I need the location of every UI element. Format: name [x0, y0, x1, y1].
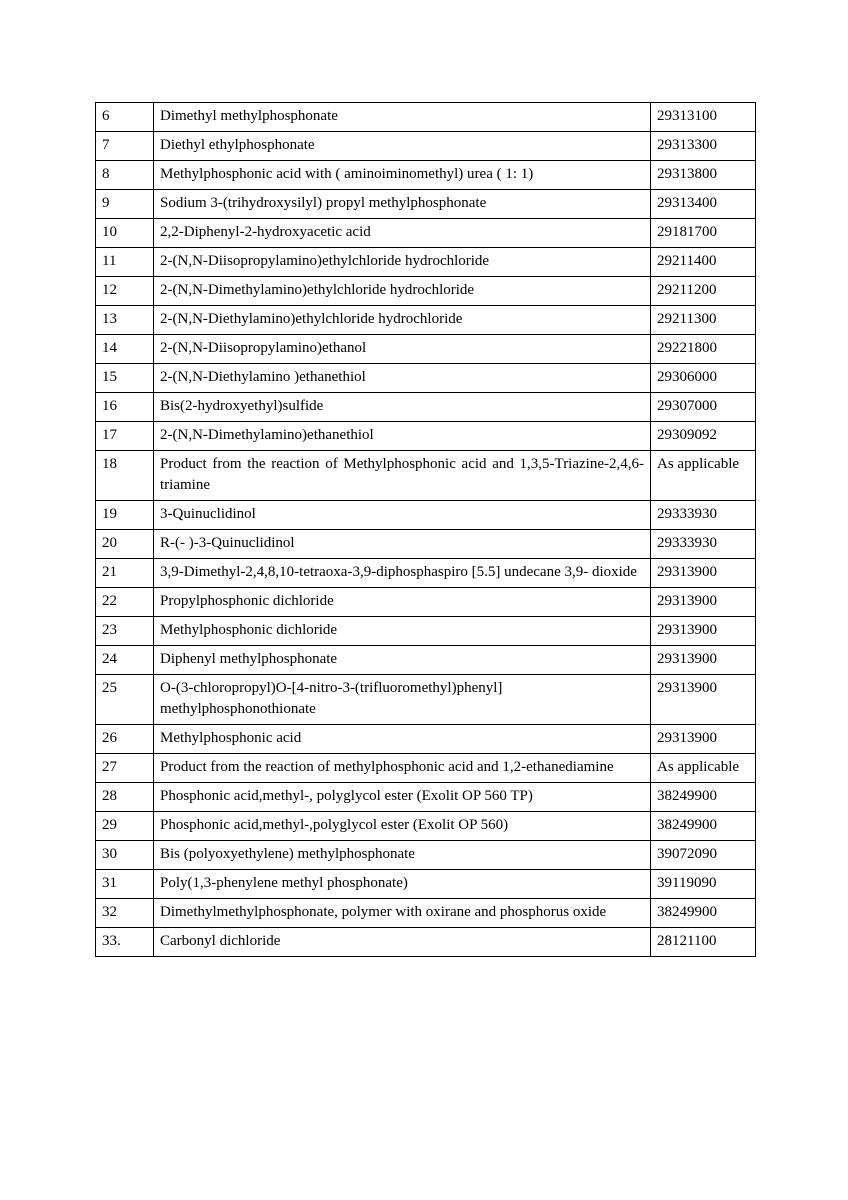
chemical-name-cell: Carbonyl dichloride [154, 928, 651, 957]
chemical-name-cell: O-(3-chloropropyl)O-[4-nitro-3-(trifluoromethyl)phenyl] methylphosphonothionate [154, 675, 651, 725]
tariff-code-cell: As applicable [651, 451, 756, 501]
chemical-name-cell: Phosphonic acid,methyl-,polyglycol ester (Exolit OP 560) [154, 812, 651, 841]
chemical-name-cell: Dimethyl methylphosphonate [154, 103, 651, 132]
table-row [96, 783, 756, 812]
tariff-code-cell: 29313400 [651, 190, 756, 219]
chemical-name-cell: Poly(1,3-phenylene methyl phosphonate) [154, 870, 651, 899]
chemical-name-cell: 2,2-Diphenyl-2-hydroxyacetic acid [154, 219, 651, 248]
tariff-code-cell: 29313900 [651, 588, 756, 617]
table-row [96, 190, 756, 219]
serial-number-cell: 9 [96, 190, 154, 219]
table-row [96, 364, 756, 393]
table-row [96, 103, 756, 132]
serial-number-cell: 11 [96, 248, 154, 277]
table-row [96, 501, 756, 530]
chemical-name-cell: Dimethylmethylphosphonate, polymer with oxirane and phosphorus oxide [154, 899, 651, 928]
chemical-name-cell: Phosphonic acid,methyl-, polyglycol ester (Exolit OP 560 TP) [154, 783, 651, 812]
serial-number-cell: 32 [96, 899, 154, 928]
chemical-name-cell: Bis (polyoxyethylene) methylphosphonate [154, 841, 651, 870]
serial-number-cell: 22 [96, 588, 154, 617]
serial-number-cell: 20 [96, 530, 154, 559]
chemical-name-cell: Methylphosphonic dichloride [154, 617, 651, 646]
serial-number-cell: 8 [96, 161, 154, 190]
serial-number-cell: 13 [96, 306, 154, 335]
serial-number-cell: 27 [96, 754, 154, 783]
tariff-code-cell: As applicable [651, 754, 756, 783]
serial-number-cell: 21 [96, 559, 154, 588]
table-row [96, 928, 756, 957]
table-row [96, 899, 756, 928]
tariff-code-cell: 29333930 [651, 530, 756, 559]
serial-number-cell: 26 [96, 725, 154, 754]
table-row [96, 812, 756, 841]
tariff-code-cell: 29313900 [651, 675, 756, 725]
serial-number-cell: 16 [96, 393, 154, 422]
table-row [96, 588, 756, 617]
serial-number-cell: 7 [96, 132, 154, 161]
table-row [96, 161, 756, 190]
chemical-name-cell: 2-(N,N-Dimethylamino)ethylchloride hydrochloride [154, 277, 651, 306]
tariff-code-cell: 29306000 [651, 364, 756, 393]
tariff-code-cell: 29313100 [651, 103, 756, 132]
tariff-code-cell: 29211200 [651, 277, 756, 306]
serial-number-cell: 15 [96, 364, 154, 393]
tariff-code-cell: 29307000 [651, 393, 756, 422]
tariff-code-cell: 28121100 [651, 928, 756, 957]
table-row [96, 870, 756, 899]
table-row [96, 393, 756, 422]
chemical-name-cell: R-(- )-3-Quinuclidinol [154, 530, 651, 559]
serial-number-cell: 25 [96, 675, 154, 725]
tariff-code-cell: 29309092 [651, 422, 756, 451]
serial-number-cell: 14 [96, 335, 154, 364]
chemical-name-cell: 2-(N,N-Diethylamino )ethanethiol [154, 364, 651, 393]
table-row [96, 277, 756, 306]
chemical-name-cell: 2-(N,N-Diisopropylamino)ethanol [154, 335, 651, 364]
tariff-code-cell: 29313300 [651, 132, 756, 161]
serial-number-cell: 6 [96, 103, 154, 132]
tariff-code-cell: 29313900 [651, 725, 756, 754]
serial-number-cell: 28 [96, 783, 154, 812]
chemical-name-cell: Product from the reaction of Methylphosphonic acid and 1,3,5-Triazine-2,4,6- triamine [154, 451, 651, 501]
table-row [96, 617, 756, 646]
table-row [96, 754, 756, 783]
table-row [96, 219, 756, 248]
serial-number-cell: 31 [96, 870, 154, 899]
chemical-name-cell: Propylphosphonic dichloride [154, 588, 651, 617]
serial-number-cell: 29 [96, 812, 154, 841]
tariff-code-cell: 39072090 [651, 841, 756, 870]
chemical-name-cell: Sodium 3-(trihydroxysilyl) propyl methylphosphonate [154, 190, 651, 219]
table-row [96, 335, 756, 364]
table-row [96, 306, 756, 335]
tariff-code-cell: 29313900 [651, 559, 756, 588]
tariff-code-cell: 39119090 [651, 870, 756, 899]
chemical-name-cell: 2-(N,N-Dimethylamino)ethanethiol [154, 422, 651, 451]
chemical-name-cell: 3-Quinuclidinol [154, 501, 651, 530]
table-row [96, 248, 756, 277]
tariff-code-cell: 29181700 [651, 219, 756, 248]
serial-number-cell: 17 [96, 422, 154, 451]
chemical-name-cell: 3,9-Dimethyl-2,4,8,10-tetraoxa-3,9-diphosphaspiro [5.5] undecane 3,9- dioxide [154, 559, 651, 588]
table-row [96, 451, 756, 501]
table-row [96, 530, 756, 559]
serial-number-cell: 24 [96, 646, 154, 675]
table-row [96, 422, 756, 451]
tariff-code-cell: 29333930 [651, 501, 756, 530]
tariff-code-cell: 38249900 [651, 812, 756, 841]
chemical-name-cell: 2-(N,N-Diethylamino)ethylchloride hydrochloride [154, 306, 651, 335]
table-body [96, 103, 756, 957]
table-row [96, 646, 756, 675]
tariff-code-cell: 38249900 [651, 899, 756, 928]
tariff-code-cell: 29313800 [651, 161, 756, 190]
tariff-code-cell: 29211400 [651, 248, 756, 277]
table-row [96, 841, 756, 870]
chemical-list-table [95, 102, 756, 957]
chemical-name-cell: Bis(2-hydroxyethyl)sulfide [154, 393, 651, 422]
table-row [96, 132, 756, 161]
chemical-name-cell: Product from the reaction of methylphosphonic acid and 1,2-ethanediamine [154, 754, 651, 783]
tariff-code-cell: 29211300 [651, 306, 756, 335]
serial-number-cell: 19 [96, 501, 154, 530]
tariff-code-cell: 29313900 [651, 617, 756, 646]
serial-number-cell: 10 [96, 219, 154, 248]
serial-number-cell: 33. [96, 928, 154, 957]
table-row [96, 725, 756, 754]
serial-number-cell: 12 [96, 277, 154, 306]
chemical-name-cell: Diphenyl methylphosphonate [154, 646, 651, 675]
serial-number-cell: 23 [96, 617, 154, 646]
tariff-code-cell: 29221800 [651, 335, 756, 364]
chemical-name-cell: Diethyl ethylphosphonate [154, 132, 651, 161]
serial-number-cell: 18 [96, 451, 154, 501]
table-row [96, 675, 756, 725]
chemical-name-cell: Methylphosphonic acid with ( aminoiminomethyl) urea ( 1: 1) [154, 161, 651, 190]
tariff-code-cell: 29313900 [651, 646, 756, 675]
serial-number-cell: 30 [96, 841, 154, 870]
chemical-name-cell: Methylphosphonic acid [154, 725, 651, 754]
tariff-code-cell: 38249900 [651, 783, 756, 812]
chemical-name-cell: 2-(N,N-Diisopropylamino)ethylchloride hydrochloride [154, 248, 651, 277]
table-row [96, 559, 756, 588]
